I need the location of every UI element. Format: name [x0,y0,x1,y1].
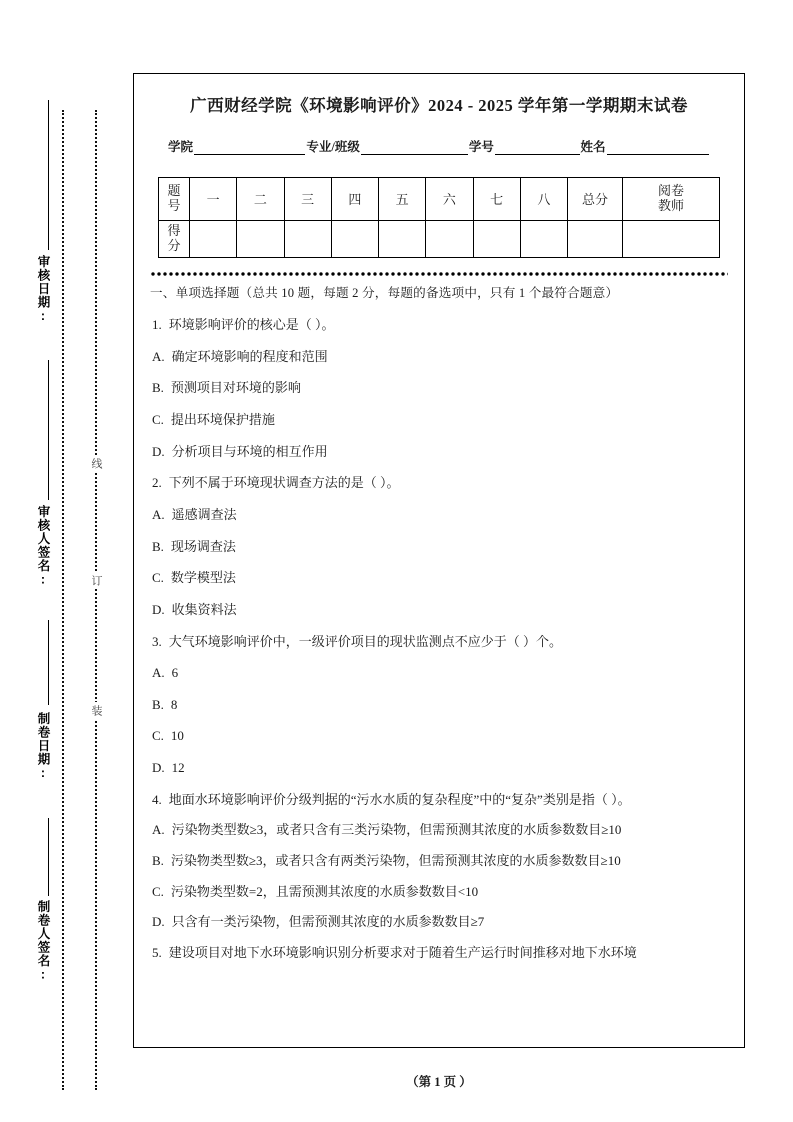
field-blank-student-id[interactable] [495,141,580,155]
question-4-option-a-key: A. [152,822,165,838]
label-ti: 题 [167,182,181,198]
question-1-text: 环境影响评价的核心是（ ）。 [168,317,335,333]
question-3-option-b-text: 8 [170,696,178,712]
score-cell-1[interactable] [190,220,237,257]
question-5-stem [150,946,728,960]
score-cell-6[interactable] [426,220,473,257]
question-2-option-d-text: 收集资料法 [171,601,237,617]
left-margin-annotations [0,0,130,1122]
question-3-option-c[interactable] [150,729,728,743]
score-table-col-teacher [623,177,720,220]
question-5-text: 建设项目对地下水环境影响识别分析要求对于随着生产运行时间推移对地下水环境 [168,944,637,960]
margin-label-reviewer-signature: 审核人签名: [36,505,50,588]
question-4-option-a-text: 污染物类型数≥3，或者只含有三类污染物，但需预测其浓度的水质参数数目≥10 [171,822,622,838]
margin-rule-3 [48,620,49,705]
question-1-option-b[interactable] [150,381,728,395]
binding-dotted-line-outer [62,110,64,1090]
question-3-option-b-key: B. [152,696,164,712]
question-3-option-b[interactable] [150,698,728,712]
question-3-option-a[interactable] [150,666,728,680]
question-3-option-a-key: A. [152,665,165,681]
score-cell-3[interactable] [284,220,331,257]
question-1-option-c-text: 提出环境保护措施 [170,412,275,428]
question-2-stem [150,476,728,490]
exam-sheet-frame [133,73,745,1048]
question-1-stem [150,318,728,332]
page-footer: （第 1 页 ） [406,1075,472,1089]
question-2-option-d-key: D. [152,601,165,617]
question-2-text: 下列不属于环境现状调查方法的是（ ）。 [168,475,400,491]
label-de: 得 [167,222,181,238]
score-table-score-row [159,220,720,257]
margin-rule-1 [48,100,49,250]
question-4-option-d-key: D. [152,914,165,930]
score-table-col-5: 五 [379,177,426,220]
question-1-option-c[interactable] [150,413,728,427]
section-heading-multiple-choice: 一、单项选择题（总共 10 题，每题 2 分，每题的备选项中，只有 1 个最符合题意） [150,285,619,300]
question-4-option-c-text: 污染物类型数=2，且需预测其浓度的水质参数数目<10 [170,883,479,899]
score-table-header-row [159,177,720,220]
question-4-number: 4. [152,791,162,807]
question-2-option-a[interactable] [150,508,728,522]
score-cell-total[interactable] [568,220,623,257]
field-label-student-id: 学号 [468,139,494,154]
question-1-option-c-key: C. [152,412,164,428]
score-table-col-4: 四 [331,177,378,220]
question-2-option-b[interactable] [150,540,728,554]
score-table [158,177,720,258]
question-4-option-b-key: B. [152,852,164,868]
question-2-option-c-text: 数学模型法 [170,570,236,586]
question-4-stem [150,793,728,807]
question-1-option-b-text: 预测项目对环境的影响 [170,380,301,396]
binding-dotted-line-inner [95,110,97,1090]
question-2-option-a-key: A. [152,506,165,522]
score-table-col-total: 总分 [568,177,623,220]
score-table-col-6: 六 [426,177,473,220]
margin-rule-2 [48,360,49,500]
question-5-number: 5. [152,944,162,960]
field-blank-name[interactable] [607,141,709,155]
question-4-option-d-text: 只含有一类污染物，但需预测其浓度的水质参数数目≥7 [171,914,485,930]
question-2-option-c-key: C. [152,570,164,586]
fold-mark-zhuang: 装 [88,702,104,719]
question-1-option-a[interactable] [150,350,728,364]
question-1-option-d-text: 分析项目与环境的相互作用 [171,443,328,459]
question-3-stem [150,635,728,649]
score-table-col-3: 三 [284,177,331,220]
field-blank-college[interactable] [194,141,305,155]
score-cell-2[interactable] [237,220,284,257]
question-4-option-b-text: 污染物类型数≥3，或者只含有两类污染物，但需预测其浓度的水质参数数目≥10 [170,852,621,868]
field-label-name: 姓名 [580,139,606,154]
question-3-option-c-text: 10 [170,728,184,744]
question-4-option-c[interactable] [150,885,728,899]
question-2-number: 2. [152,475,162,491]
label-hao: 号 [167,197,181,213]
teacher-label-line1: 阅卷 [657,182,684,198]
margin-label-production-date: 制卷日期: [36,712,50,781]
question-2-option-d[interactable] [150,603,728,617]
question-1-option-a-text: 确定环境影响的程度和范围 [171,348,328,364]
score-table-row-label-score [159,220,190,257]
question-4-option-a[interactable] [150,823,728,837]
score-table-col-7: 七 [473,177,520,220]
question-4-option-c-key: C. [152,883,164,899]
score-cell-teacher[interactable] [623,220,720,257]
question-2-option-b-text: 现场调查法 [170,538,236,554]
score-cell-4[interactable] [331,220,378,257]
score-table-row-label-question-no [159,177,190,220]
question-4-option-b[interactable] [150,854,728,868]
margin-rule-4 [48,818,49,896]
field-label-major-class: 专业/班级 [306,139,360,154]
question-3-option-d[interactable] [150,761,728,775]
question-2-option-a-text: 遥感调查法 [171,506,237,522]
score-cell-5[interactable] [379,220,426,257]
question-3-option-d-text: 12 [171,760,185,776]
question-3-option-a-text: 6 [171,665,179,681]
question-4-option-d[interactable] [150,915,728,929]
score-cell-8[interactable] [520,220,567,257]
margin-label-producer-signature: 制卷人签名: [36,900,50,983]
margin-label-review-date: 审核日期: [36,255,50,324]
question-1-option-d-key: D. [152,443,165,459]
score-table-col-1: 一 [190,177,237,220]
question-1-option-b-key: B. [152,380,164,396]
question-2-option-c[interactable] [150,571,728,585]
label-fen: 分 [167,237,181,253]
exam-title: 广西财经学院《环境影响评价》2024 - 2025 学年第一学期期末试卷 [190,96,688,115]
question-2-option-b-key: B. [152,538,164,554]
question-3-text: 大气环境影响评价中，一级评价项目的现状监测点不应少于（ ）个。 [168,633,563,649]
score-table-col-8: 八 [520,177,567,220]
fold-mark-xian: 线 [88,455,104,472]
question-3-option-c-key: C. [152,728,164,744]
question-1-option-a-key: A. [152,348,165,364]
question-3-option-d-key: D. [152,760,165,776]
question-3-number: 3. [152,633,162,649]
question-1-option-d[interactable] [150,445,728,459]
score-table-col-2: 二 [237,177,284,220]
question-1-number: 1. [152,317,162,333]
question-4-text: 地面水环境影响评价分级判据的“污水水质的复杂程度”中的“复杂”类别是指（ ）。 [168,791,631,807]
fold-mark-ding: 订 [88,572,104,589]
field-label-college: 学院 [168,139,194,154]
question-body [150,287,728,960]
section-dotted-divider [150,271,728,277]
field-blank-major-class[interactable] [361,141,468,155]
student-info-line [150,137,728,155]
score-cell-7[interactable] [473,220,520,257]
teacher-label-line2: 教师 [657,197,684,213]
